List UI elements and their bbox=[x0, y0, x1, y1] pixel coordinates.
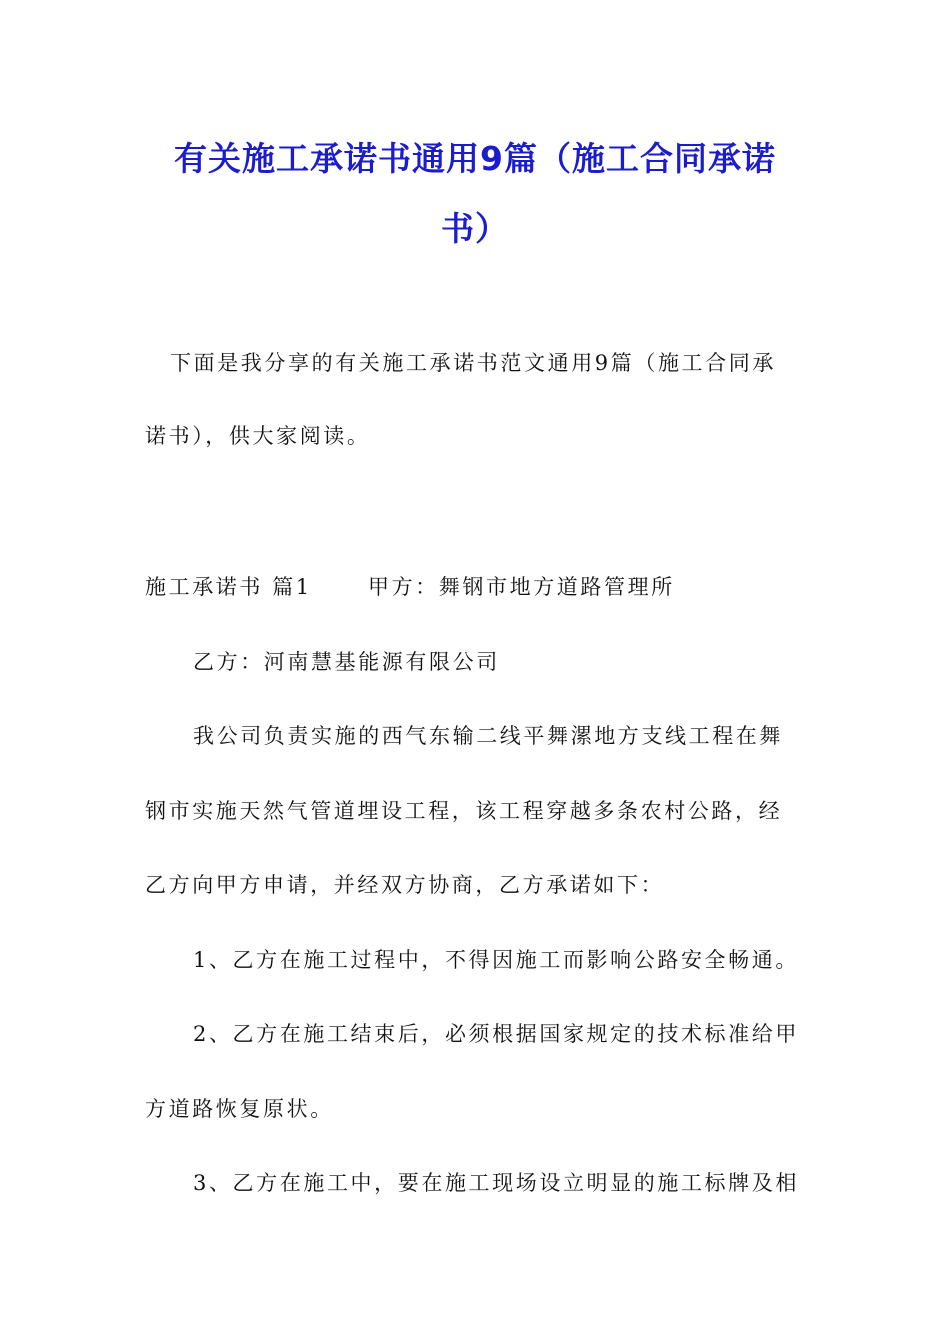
list-item-1: 1、乙方在施工过程中，不得因施工而影响公路安全畅通。 bbox=[193, 948, 799, 972]
paragraph-1-line-1: 我公司负责实施的西气东输二线平舞漯地方支线工程在舞 bbox=[193, 724, 783, 748]
list-item-3-line-1: 3、乙方在施工中，要在施工现场设立明显的施工标牌及相 bbox=[193, 1171, 799, 1195]
intro-line-1: 下面是我分享的有关施工承诺书范文通用9篇（施工合同承 bbox=[170, 351, 776, 375]
party-b: 乙方：河南慧基能源有限公司 bbox=[193, 650, 500, 674]
paragraph-1-line-2: 钢市实施天然气管道埋设工程，该工程穿越多条农村公路，经 bbox=[145, 799, 783, 823]
party-a: 甲方：舞钢市地方道路管理所 bbox=[368, 575, 675, 599]
list-item-2-line-2: 方道路恢复原状。 bbox=[145, 1097, 334, 1121]
paragraph-1-line-3: 乙方向甲方申请，并经双方协商，乙方承诺如下： bbox=[145, 873, 665, 897]
document-title-line-1: 有关施工承诺书通用9篇（施工合同承诺 bbox=[174, 139, 776, 178]
document-title-line-2: 书） bbox=[441, 209, 509, 248]
section-heading: 施工承诺书 篇1 bbox=[145, 575, 312, 599]
intro-line-2: 诺书），供大家阅读。 bbox=[145, 424, 371, 448]
list-item-2-line-1: 2、乙方在施工结束后，必须根据国家规定的技术标准给甲 bbox=[193, 1022, 799, 1046]
